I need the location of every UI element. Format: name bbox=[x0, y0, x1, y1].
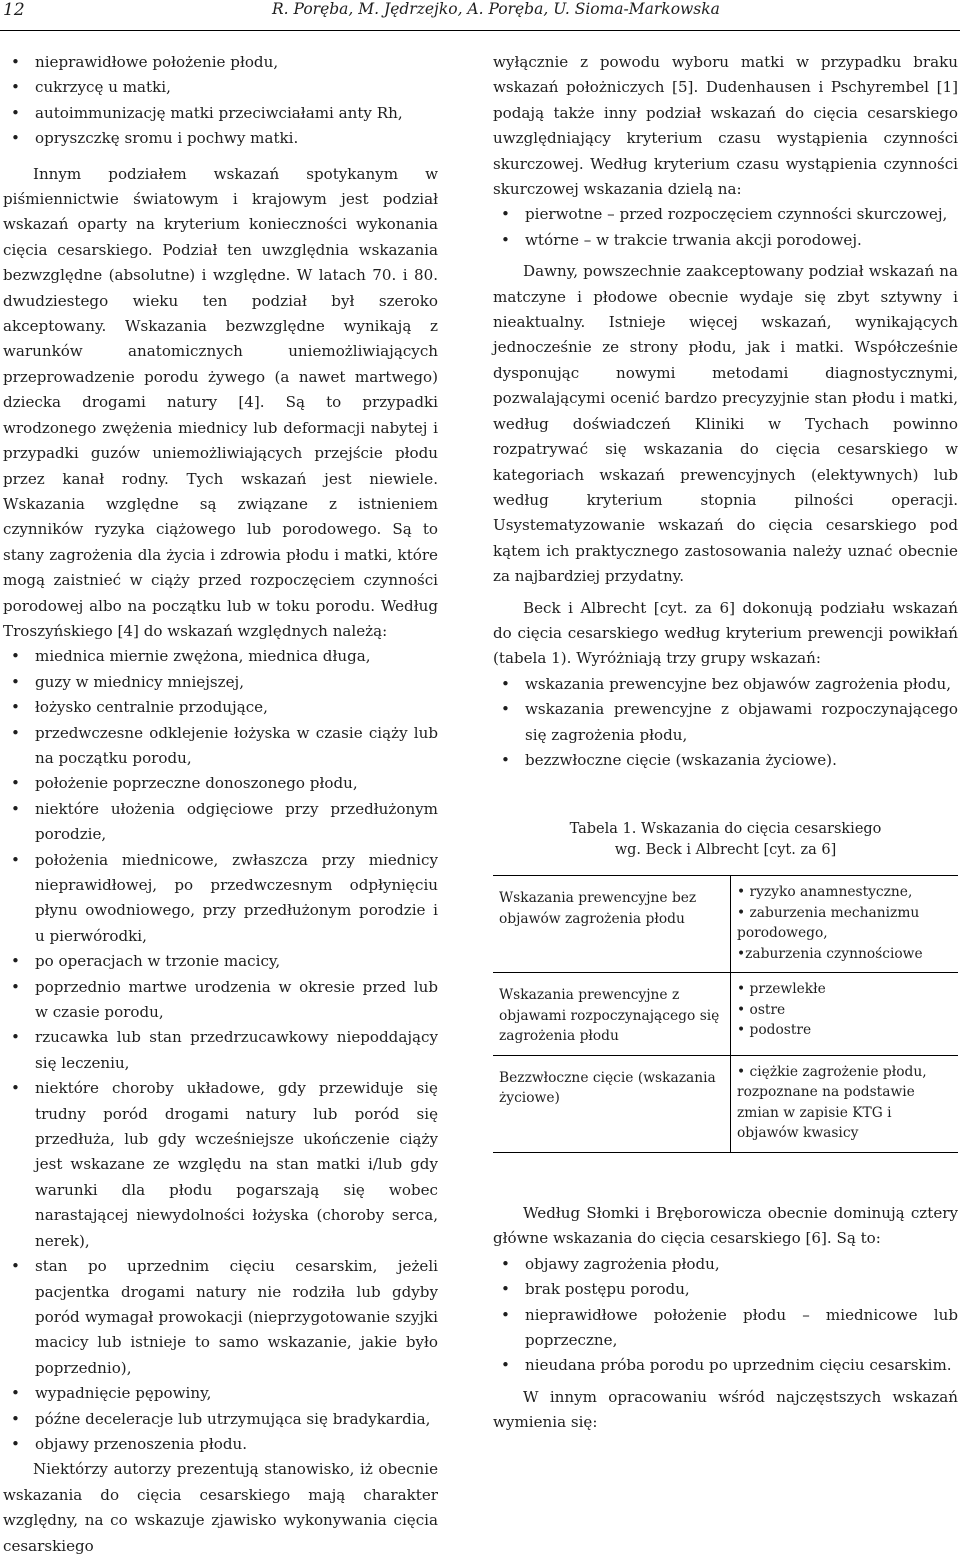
list-item: • przedwczesne odklejenie łożyska w czasie ciąży lub na początku porodu, bbox=[3, 721, 438, 772]
page-number: 12 bbox=[3, 0, 25, 20]
list-item: • brak postępu porodu, bbox=[493, 1277, 958, 1302]
paragraph: Według Słomki i Bręborowicza obecnie dominują cztery główne wskazania do cięcia cesarskiego [6]. Są to: bbox=[493, 1203, 958, 1248]
table-group-cell: Bezzwłoczne cięcie (wskazania życiowe) bbox=[493, 1055, 731, 1152]
table-caption-line: wg. Beck i Albrecht [cyt. za 6] bbox=[614, 842, 837, 859]
table-items-cell bbox=[731, 876, 959, 973]
paragraph: Beck i Albrecht [cyt. za 6] dokonują podziału wskazań do cięcia cesarskiego według kryterium prewencji powikłań (tabela 1). Wyróżniają trzy grupy wskazań: bbox=[493, 598, 958, 668]
relative-indications-list bbox=[3, 644, 438, 1457]
list-item: • wtórne – w trakcie trwania akcji porodowej. bbox=[493, 228, 958, 253]
table-item: • zaburzenia mechanizmu porodowego, bbox=[737, 904, 920, 942]
list-item: • poprzednio martwe urodzenia w okresie przed lub w czasie porodu, bbox=[3, 975, 438, 1026]
list-item: • nieudana próba porodu po uprzednim cięciu cesarskim. bbox=[493, 1353, 958, 1378]
table-group-cell: Wskazania prewencyjne z objawami rozpoczynającego się zagrożenia płodu bbox=[493, 973, 731, 1056]
main-indications-list bbox=[493, 1252, 958, 1379]
list-item: • pierwotne – przed rozpoczęciem czynności skurczowej, bbox=[493, 202, 958, 227]
groups-list bbox=[493, 672, 958, 774]
list-item: • cukrzycę u matki, bbox=[3, 75, 438, 100]
table-item: • ciężkie zagrożenie płodu, rozpoznane na podstawie zmian w zapisie KTG i objawów kwasicy bbox=[737, 1063, 927, 1142]
list-item: • rzucawka lub stan przedrzucawkowy niepoddający się leczeniu, bbox=[3, 1025, 438, 1076]
table-item: • przewlekłe bbox=[737, 981, 826, 998]
table-items-cell bbox=[731, 973, 959, 1056]
list-item: • położenia miednicowe, zwłaszcza przy miednicy nieprawidłowej, po przedwczesnym odpłynięciu płynu owodniowego, przy przedłużonym porodzie i u pierwórodki, bbox=[3, 848, 438, 950]
paragraph: Innym podziałem wskazań spotykanym w piśmiennictwie światowym i krajowym jest podział wskazań oparty na kryterium konieczności wykonania cięcia cesarskiego. Podział ten uwzględnia wskazania bezwzględne (absolutne) i względne. W latach 70. i 80. dwudziestego wieku ten podział był szeroko akceptowany. Wskazania bezwzględne wynikają z warunków anatomicznych uniemożliwiających przeprowadzenie porodu żywego (a nawet martwego) dziecka drogami natury [4]. Są to przypadki wrodzonego zwężenia miednicy lub deformacji nabytej i przypadki guzów uniemożliwiających przejście płodu przez kanał rodny. Tych wskazań jest niewiele. Wskazania względne są związane z istnieniem czynników ryzyka ciążowego lub porodowego. Są to stany zagrożenia dla życia i zdrowia płodu i matki, które mogą zaistnieć w ciąży przed rozpoczęciem czynności porodowej albo na początku lub w toku porodu. Według Troszyńskiego [4] do wskazań względnych należą: bbox=[3, 164, 438, 640]
list-item: • niektóre choroby układowe, gdy przewiduje się trudny poród drogami natury lub poród się przedłuża, lub gdy wcześniejsze ukończenie ciąży jest wskazane ze względu na stan matki i/lub gdy warunki dla płodu pogarszają się wobec narastającej niewydolności łożyska (choroby serca, nerek), bbox=[3, 1076, 438, 1254]
indications-list-top bbox=[3, 50, 438, 152]
table-row bbox=[493, 876, 958, 973]
list-item: • wypadnięcie pępowiny, bbox=[3, 1381, 438, 1406]
paragraph: Niektórzy autorzy prezentują stanowisko, iż obecnie wskazania do cięcia cesarskiego mają charakter względny, na co wskazuje zjawisko wykonywania cięcia cesarskiego bbox=[3, 1460, 438, 1555]
timing-list bbox=[493, 202, 958, 253]
table-row bbox=[493, 973, 958, 1056]
list-item: • objawy przenoszenia płodu. bbox=[3, 1432, 438, 1457]
paragraph: W innym opracowaniu wśród najczęstszych wskazań wymienia się: bbox=[493, 1387, 958, 1432]
list-item: • wskazania prewencyjne z objawami rozpoczynającego się zagrożenia płodu, bbox=[493, 697, 958, 748]
list-item: • objawy zagrożenia płodu, bbox=[493, 1252, 958, 1277]
table-item: •zaburzenia czynnościowe bbox=[737, 945, 923, 962]
list-item: • nieprawidłowe położenie płodu – miednicowe lub poprzeczne, bbox=[493, 1303, 958, 1354]
left-column bbox=[3, 50, 438, 1559]
table-row bbox=[493, 1055, 958, 1152]
table-item: • ostre bbox=[737, 1001, 786, 1018]
table-item: • podostre bbox=[737, 1022, 812, 1039]
list-item: • nieprawidłowe położenie płodu, bbox=[3, 50, 438, 75]
list-item: • miednica miernie zwężona, miednica długa, bbox=[3, 644, 438, 669]
list-item: • autoimmunizację matki przeciwciałami anty Rh, bbox=[3, 101, 438, 126]
list-item: • późne deceleracje lub utrzymująca się bradykardia, bbox=[3, 1407, 438, 1432]
list-item: • opryszczkę sromu i pochwy matki. bbox=[3, 126, 438, 151]
list-item: • stan po uprzednim cięciu cesarskim, jeżeli pacjentka drogami natury nie rodziła lub gdyby poród wymagał prowokacji (nieprzygotowanie szyjki macicy lub istnieje to samo wskazanie, jakie było poprzednio), bbox=[3, 1254, 438, 1381]
paragraph: Dawny, powszechnie zaakceptowany podział wskazań na matczyne i płodowe obecnie wydaje się zbyt sztywny i nieaktualny. Istnieje więcej wskazań, wynikających jednocześnie ze strony płodu, jak i matki. Współcześnie dysponując nowymi metodami diagnostycznymi, pozwalającymi ocenić bardzo precyzyjnie stan płodu i matki, według doświadczeń Kliniki w Tychach powinno rozpatrywać się wskazania do cięcia cesarskiego w kategoriach wskazań prewencyjnych (elektywnych) lub według kryterium stopnia pilności operacji. Usystematyzowanie wskazań do cięcia cesarskiego pod kątem ich praktycznego zastosowania należy uznać obecnie za najbardziej przydatny. bbox=[493, 262, 958, 586]
table-item: • ryzyko anamnestyczne, bbox=[737, 884, 913, 901]
list-item: • niektóre ułożenia odgięciowe przy przedłużonym porodzie, bbox=[3, 797, 438, 848]
list-item: • bezzwłoczne cięcie (wskazania życiowe). bbox=[493, 748, 958, 773]
list-item: • po operacjach w trzonie macicy, bbox=[3, 949, 438, 974]
table-items-cell bbox=[731, 1055, 959, 1152]
paragraph: wyłącznie z powodu wyboru matki w przypadku braku wskazań położniczych [5]. Dudenhausen i Pschyrembel [1] podają także inny podział wskazań do cięcia cesarskiego uwzględniający kryterium czasu wystąpienia czynności skurczowej. Według kryterium czasu wystąpienia czynności skurczowej wskazania dzielą na: bbox=[493, 53, 958, 199]
table-group-cell: Wskazania prewencyjne bez objawów zagrożenia płodu bbox=[499, 890, 697, 927]
running-title: R. Poręba, M. Jędrzejko, A. Poręba, U. Sioma-Markowska bbox=[272, 0, 720, 18]
indications-table bbox=[493, 875, 958, 1153]
table-caption bbox=[493, 819, 958, 861]
list-item: • guzy w miednicy mniejszej, bbox=[3, 670, 438, 695]
table-caption-line: Tabela 1. Wskazania do cięcia cesarskiego bbox=[569, 821, 882, 838]
right-column bbox=[493, 50, 958, 1436]
list-item: • położenie poprzeczne donoszonego płodu, bbox=[3, 771, 438, 796]
list-item: • łożysko centralnie przodujące, bbox=[3, 695, 438, 720]
page-header bbox=[0, 0, 960, 31]
list-item: • wskazania prewencyjne bez objawów zagrożenia płodu, bbox=[493, 672, 958, 697]
